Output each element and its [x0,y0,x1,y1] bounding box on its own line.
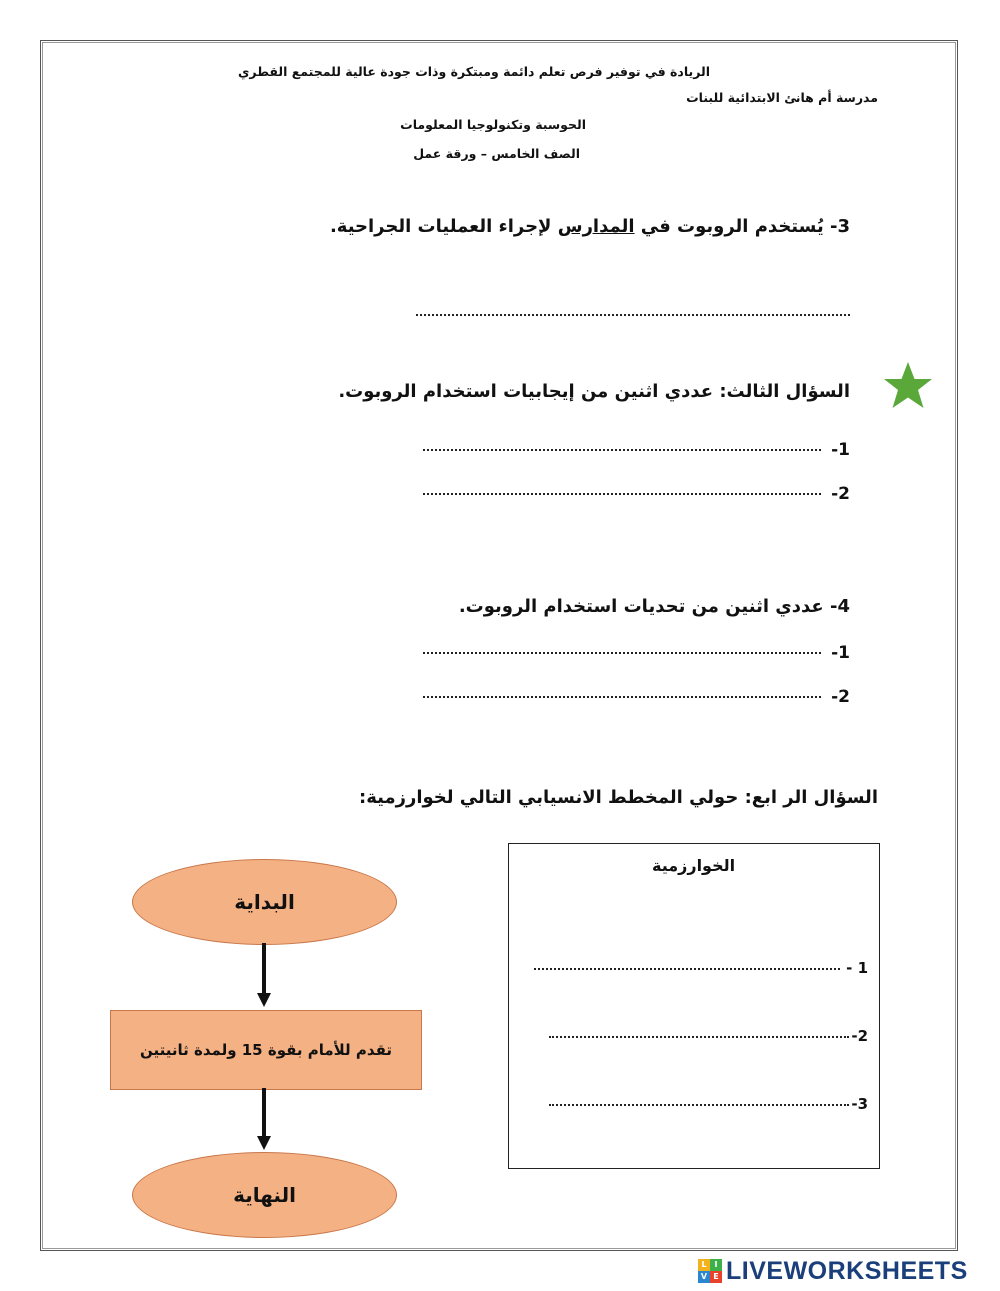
algorithm-title: الخوارزمية [652,856,736,875]
star-icon [880,360,936,412]
arrow-down-icon [254,943,274,1009]
q3-statement-pre: 3- يُستخدم الروبوت في [634,216,850,237]
logo-letter: L [698,1259,710,1271]
flowchart-process [110,1010,422,1090]
algorithm-box [508,843,880,1169]
flowchart-end-label: النهاية [233,1183,296,1207]
item-number: 2- [831,687,850,707]
item-number: 1- [831,440,850,460]
step-number: 1 - [846,959,868,977]
algorithm-step-1[interactable] [534,959,868,977]
answer-dots [534,968,840,970]
answer-dots [423,493,821,495]
liveworksheets-brand[interactable] [698,1256,968,1286]
q3-answer-line[interactable] [416,314,850,316]
algorithm-step-2[interactable] [549,1027,868,1045]
logo-letter: E [710,1271,722,1283]
answer-dots [549,1104,849,1106]
question3-answer-1[interactable] [423,440,850,460]
question4-title: السؤال الر ابع: حولي المخطط الانسيابي التالي لخوارزمية: [359,787,878,808]
q4-answer-2[interactable] [423,687,850,707]
q3-statement-post: لإجراء العمليات الجراحية. [329,216,558,237]
subject-title: الحوسبة وتكنولوجيا المعلومات [400,117,586,132]
q4-answer-1[interactable] [423,643,850,663]
logo-letter: I [710,1259,722,1271]
q3-statement [330,216,850,237]
question3-title: السؤال الثالث: عددي اثنين من إيجابيات استخدام الروبوت. [338,381,850,402]
flowchart-process-label: تقدم للأمام بقوة 15 ولمدة ثانيتين [140,1041,392,1059]
school-name: مدرسة أم هانئ الابتدائية للبنات [686,90,878,105]
flowchart-start-label: البداية [234,890,295,914]
step-number: 2- [851,1027,868,1045]
q3-underlined-word: المدارس [557,216,635,237]
logo-letter: V [698,1271,710,1283]
grade-title: الصف الخامس – ورقة عمل [413,146,580,161]
question3-answer-2[interactable] [423,484,850,504]
algorithm-step-3[interactable] [549,1095,868,1113]
answer-dots [549,1036,849,1038]
item-number: 2- [831,484,850,504]
item-number: 1- [831,643,850,663]
liveworksheets-text: LIVEWORKSHEETS [726,1256,968,1285]
step-number: 3- [851,1095,868,1113]
flowchart-start [132,859,397,945]
answer-dots [423,696,821,698]
flowchart-end [132,1152,397,1238]
liveworksheets-logo-icon [698,1259,722,1283]
arrow-down-icon [254,1088,274,1152]
answer-dots [423,652,821,654]
answer-dots [423,449,821,451]
school-vision: الريادة في توفير فرص تعلم دائمة ومبتكرة وذات جودة عالية للمجتمع القطري [237,64,710,79]
q4-statement: 4- عددي اثنين من تحديات استخدام الروبوت. [458,596,850,617]
